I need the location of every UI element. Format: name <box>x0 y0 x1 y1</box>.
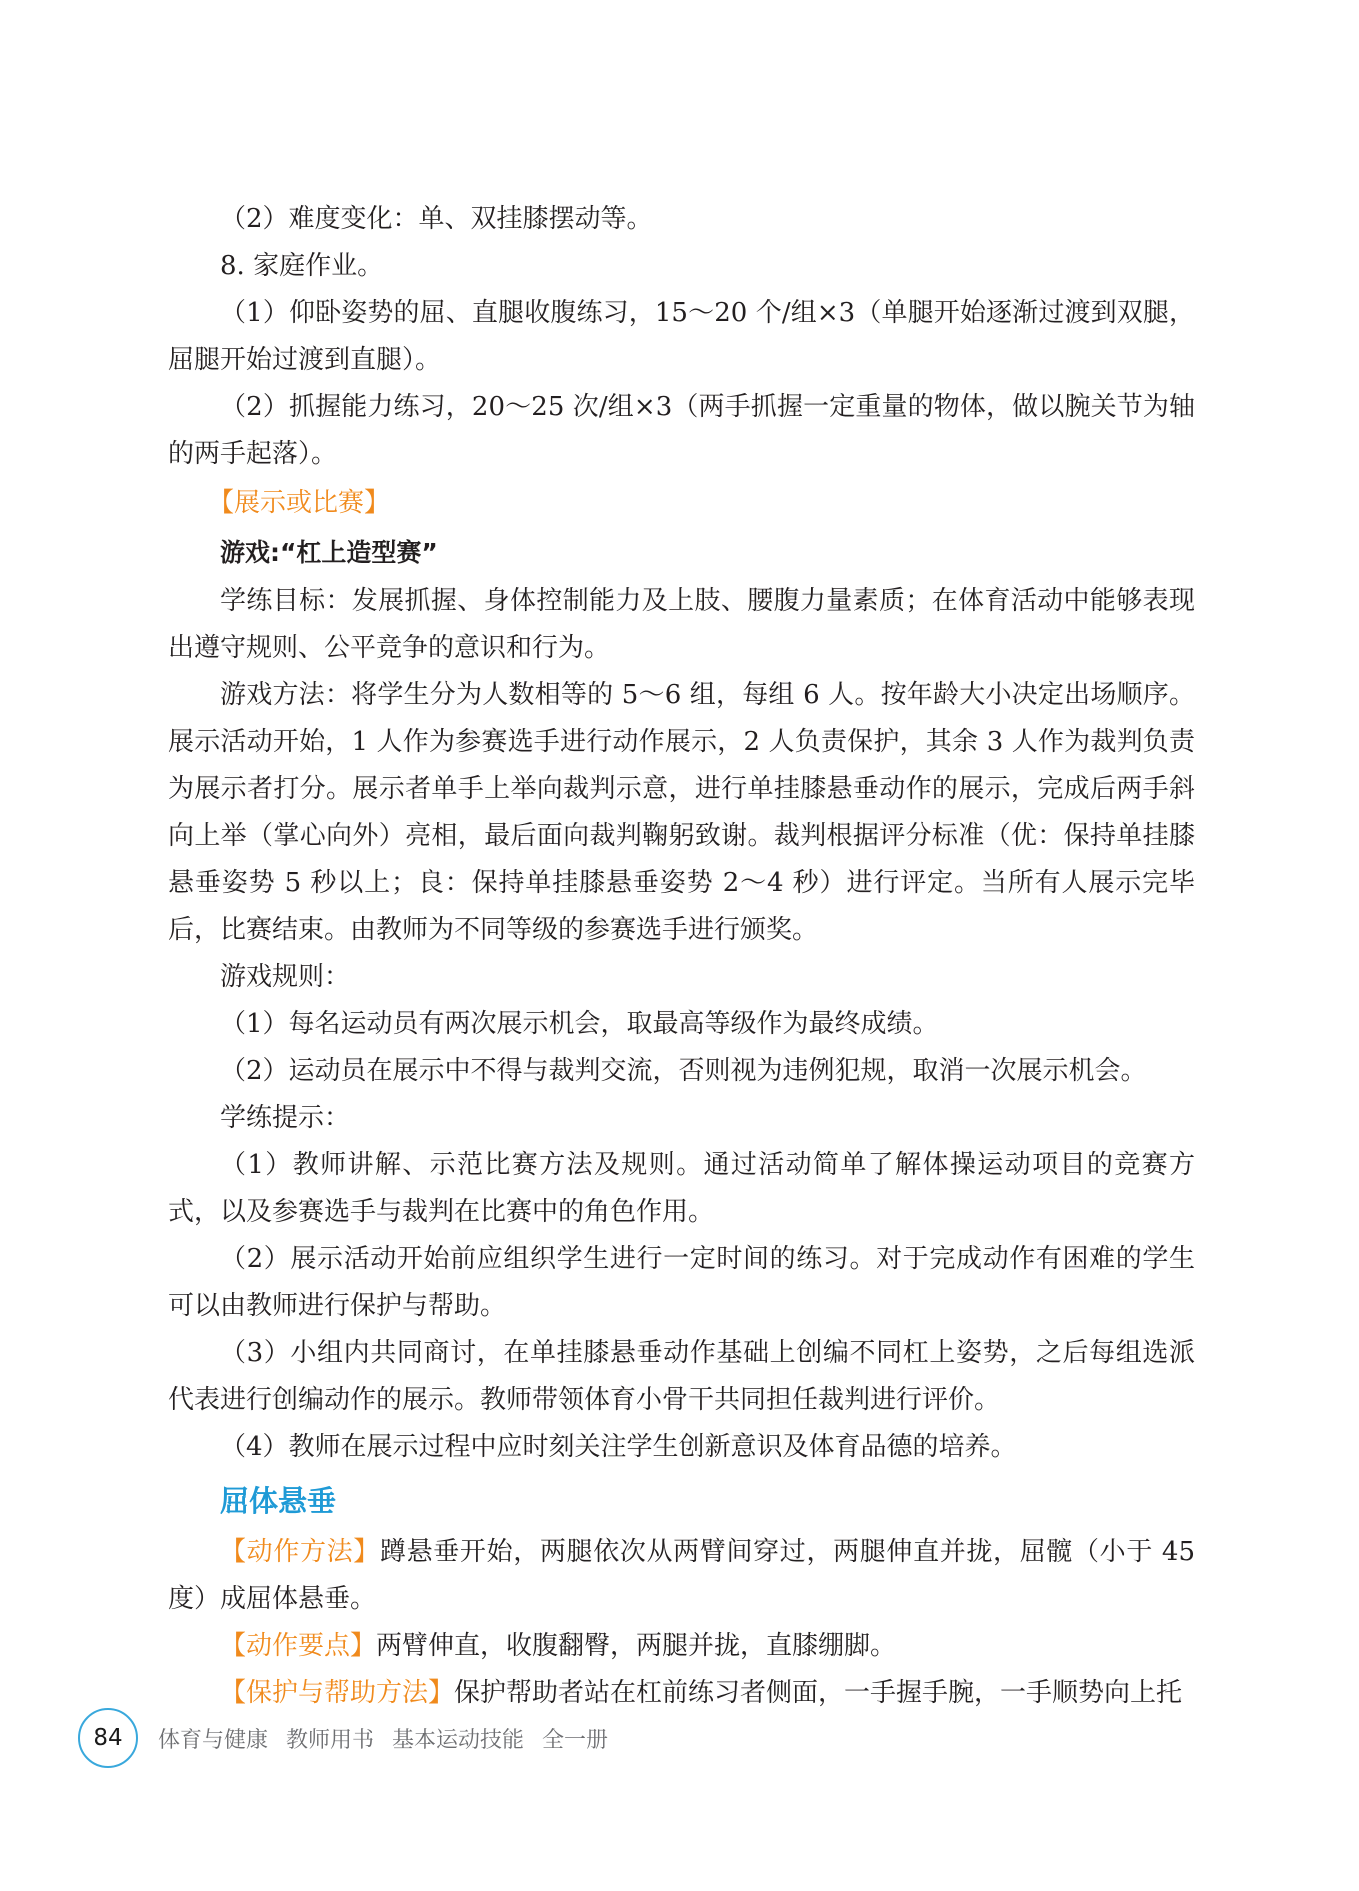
action-keypoints-tag: 【动作要点】 <box>220 1631 377 1661</box>
action-keypoints <box>168 1623 1195 1670</box>
paragraph: （2）抓握能力练习，20～25 次/组×3（两手抓握一定重量的物体，做以腕关节为轴的两手起落）。 <box>168 392 1195 469</box>
action-keypoints-text: 两臂伸直，收腹翻臀，两腿并拢，直膝绷脚。 <box>376 1631 897 1661</box>
game-tip: （2）展示活动开始前应组织学生进行一定时间的练习。对于完成动作有困难的学生可以由教师进行保护与帮助。 <box>168 1244 1195 1321</box>
game-tip: （3）小组内共同商讨，在单挂膝悬垂动作基础上创编不同杠上姿势，之后每组选派代表进行创编动作的展示。教师带领体育小骨干共同担任裁判进行评价。 <box>168 1338 1195 1415</box>
game-rule: （2）运动员在展示中不得与裁判交流，否则视为违例犯规，取消一次展示机会。 <box>220 1056 1147 1086</box>
paragraph: （2）难度变化：单、双挂膝摆动等。 <box>220 204 653 234</box>
game-rules-label: 游戏规则： <box>220 962 351 992</box>
footer-book-type: 教师用书 <box>286 1727 375 1753</box>
footer-book-subject: 体育与健康 <box>158 1727 269 1753</box>
game-method: 游戏方法：将学生分为人数相等的 5～6 组，每组 6 人。按年龄大小决定出场顺序。展示活动开始，1 人作为参赛选手进行动作展示，2 人负责保护，其余 3 人作为裁判负责为展示者打分。展示者单手上举向裁判示意，进行单挂膝悬垂动作的展示，完成后两手斜向上举（掌心向外）亮相，最后面向裁判鞠躬致谢。裁判根据评分标准（优：保持单挂膝悬垂姿势 5 秒以上；良：保持单挂膝悬垂姿势 2～4 秒）进行评定。当所有人展示完毕后，比赛结束。由教师为不同等级的参赛选手进行颁奖。 <box>168 680 1195 945</box>
protection-method-tag: 【保护与帮助方法】 <box>220 1678 455 1708</box>
game-tip: （4）教师在展示过程中应时刻关注学生创新意识及体育品德的培养。 <box>220 1432 1017 1462</box>
game-rule: （1）每名运动员有两次展示机会，取最高等级作为最终成绩。 <box>220 1009 939 1039</box>
action-method-tag: 【动作方法】 <box>220 1537 380 1567</box>
game-tip: （1）教师讲解、示范比赛方法及规则。通过活动简单了解体操运动项目的竞赛方式，以及参赛选手与裁判在比赛中的角色作用。 <box>168 1150 1195 1227</box>
page-body <box>168 196 1195 1717</box>
section-heading: 【展示或比赛】 <box>208 488 391 518</box>
game-tips-label: 学练提示： <box>220 1103 351 1133</box>
game-goal: 学练目标：发展抓握、身体控制能力及上肢、腰腹力量素质；在体育活动中能够表现出遵守规则、公平竞争的意识和行为。 <box>168 586 1195 663</box>
action-method <box>168 1529 1195 1623</box>
paragraph: （1）仰卧姿势的屈、直腿收腹练习，15～20 个/组×3（单腿开始逐渐过渡到双腿，屈腿开始过渡到直腿）。 <box>168 298 1195 375</box>
paragraph: 8. 家庭作业。 <box>220 251 384 281</box>
footer-book-topic: 基本运动技能 <box>392 1727 525 1753</box>
page-number: 84 <box>78 1708 138 1768</box>
page-footer <box>78 1706 608 1770</box>
footer-book-volume: 全一册 <box>542 1727 609 1753</box>
topic-heading: 屈体悬垂 <box>220 1484 337 1518</box>
game-title: 游戏:“杠上造型赛” <box>220 538 438 567</box>
protection-method-text: 保护帮助者站在杠前练习者侧面，一手握手腕，一手顺势向上托 <box>454 1678 1183 1708</box>
action-method-text: 蹲悬垂开始，两腿依次从两臂间穿过，两腿伸直并拢，屈髋（小于 45 度）成屈体悬垂。 <box>168 1537 1195 1614</box>
